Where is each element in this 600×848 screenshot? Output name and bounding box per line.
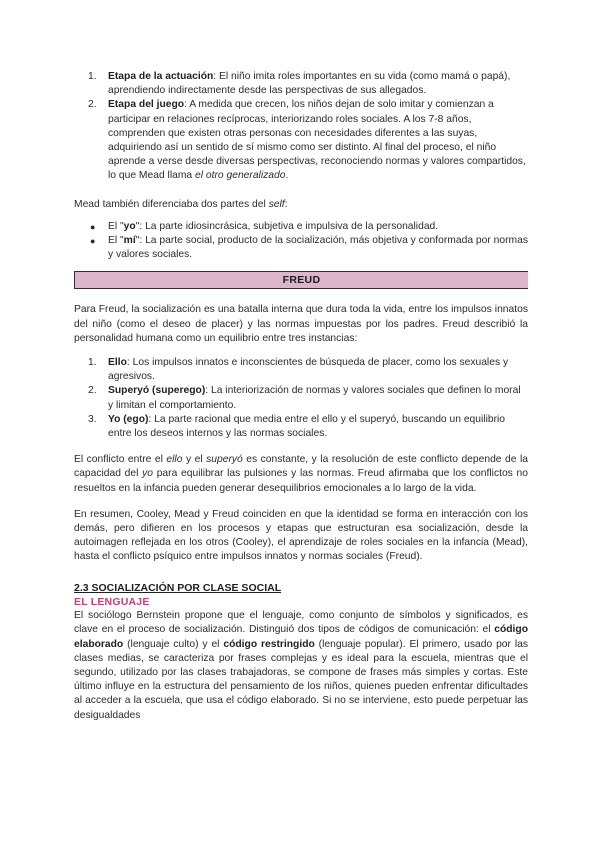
list-item	[74, 356, 528, 384]
text-run: y el	[182, 454, 207, 466]
item-text: : La interiorización de normas y valores sociales que definen lo moral y limitan el comportamiento.	[108, 385, 521, 411]
list-number: 1.	[88, 357, 97, 369]
freud-conflict-paragraph	[74, 453, 528, 496]
text-run: para equilibrar las pulsiones y las normas. Freud afirmaba que los conflictos no resueltos en la infancia pueden generar desequilibrios emocionales a lo largo de la vida.	[74, 468, 528, 494]
item-text: ": La parte idiosincrásica, subjetiva e impulsiva de la personalidad.	[135, 220, 439, 232]
list-number: 2.	[88, 385, 97, 397]
term: Ello	[108, 357, 127, 369]
term: yo	[123, 220, 136, 232]
term: Superyó (superego)	[108, 385, 206, 397]
bullet-icon: ●	[90, 221, 96, 232]
language-paragraph	[74, 609, 528, 723]
bullet-icon: ●	[90, 236, 96, 247]
italic-term: el otro generalizado	[195, 170, 286, 182]
text-run: (lenguaje popular). El primero, usado por las clases medias, se caracteriza por frases complejas y es ideal para la escuela, mientras que el segundo, utilizado por las clases trabajadoras, se compone de frases más simples y cortas. Este último influye en la estructura del pensamiento de los niños, quienes pueden enfrentar dificultades al acceder a la escuela, que usa el código elaborado. Si no se interviene, esto puede perpetuar las desigualdades	[74, 638, 528, 721]
item-text: : A medida que crecen, los niños dejan de solo imitar y comienzan a participar en relaciones recíprocas, interiorizando roles sociales. A los 7-8 años, comprenden que existen otras personas con necesidades diferentes a las suyas, adquiriendo así un sentido de sí mismo como ser distinto. Al final del proceso, el niño aprende a verse desde diversas perspectivas, reconociendo normas y valores compartidos, lo que Mead llama	[108, 99, 526, 182]
intro-end: :	[284, 198, 288, 210]
list-item	[74, 98, 528, 183]
section-heading: 2.3 SOCIALIZACIÓN POR CLASE SOCIAL	[74, 581, 282, 594]
item-pre: El "	[108, 235, 124, 247]
summary-paragraph: En resumen, Cooley, Mead y Freud coinciden en que la identidad se forma en interacción con los demás, pero difieren en los procesos y etapas que estructuran esa socialización, desde la autoimagen reflejada en los otros (Cooley), el aprendizaje de roles sociales en la infancia (Mead), hasta el conflicto psíquico entre impulsos innatos y normas sociales (Freud).	[74, 508, 528, 563]
list-number: 3.	[88, 413, 97, 425]
italic-term: superyó	[206, 454, 243, 466]
list-number: 1.	[88, 71, 97, 82]
intro-text: Mead también diferenciaba dos partes del	[74, 198, 269, 210]
item-end: .	[285, 170, 289, 182]
italic-term: yo	[142, 468, 153, 480]
mead-stages-list	[74, 70, 528, 184]
term: Yo (ego)	[108, 413, 149, 425]
text-run: El conflicto entre el	[74, 454, 167, 466]
item-text: : Los impulsos innatos e inconscientes de búsqueda de placer, como los sexuales y agresivos.	[108, 357, 509, 383]
italic-term: ello	[166, 454, 183, 466]
text-run: El sociólogo Bernstein propone que el lenguaje, como conjunto de símbolos y significados, es clave en el proceso de socialización. Distinguió dos tipos de códigos de comunicación: el	[74, 610, 528, 636]
section-title-bar: FREUD	[74, 271, 528, 289]
term: Etapa de la actuación	[108, 71, 214, 82]
freud-intro: Para Freud, la socialización es una batalla interna que dura toda la vida, entre los impulsos innatos del niño (como el deseo de placer) y las normas impuestas por los padres. Freud describió la personalidad humana como un equilibrio entre tres instancias:	[74, 304, 528, 344]
term: mí	[123, 235, 136, 247]
term: Etapa del juego	[108, 99, 185, 111]
list-item	[74, 220, 528, 234]
bold-term: código elaborado	[74, 624, 528, 650]
list-item	[74, 234, 528, 262]
bold-term: código restringido	[223, 638, 315, 650]
item-text: ": La parte social, producto de la socialización, más objetiva y conformada por normas y valores sociales.	[108, 235, 528, 261]
text-run: es constante, y la resolución de este conflicto depende de la capacidad del	[74, 454, 528, 480]
italic-term: self	[268, 198, 285, 210]
list-item	[74, 70, 528, 98]
freud-instances-list	[74, 356, 528, 441]
text-run: (lenguaje culto) y el	[123, 638, 224, 650]
mead-self-intro	[74, 198, 528, 212]
list-item	[74, 384, 528, 412]
subsection-heading: EL LENGUAJE	[74, 595, 150, 608]
item-text: : El niño imita roles importantes en su vida (como mamá o papá), aprendiendo indirectamente desde las perspectivas de sus allegados.	[108, 71, 511, 97]
item-pre: El "	[108, 220, 124, 232]
page-content	[74, 70, 528, 723]
mead-self-list	[74, 220, 528, 263]
item-text: : La parte racional que media entre el ello y el superyó, buscando un equilibrio entre los deseos internos y las normas sociales.	[108, 413, 506, 440]
list-item	[74, 413, 528, 441]
list-number: 2.	[88, 99, 97, 111]
